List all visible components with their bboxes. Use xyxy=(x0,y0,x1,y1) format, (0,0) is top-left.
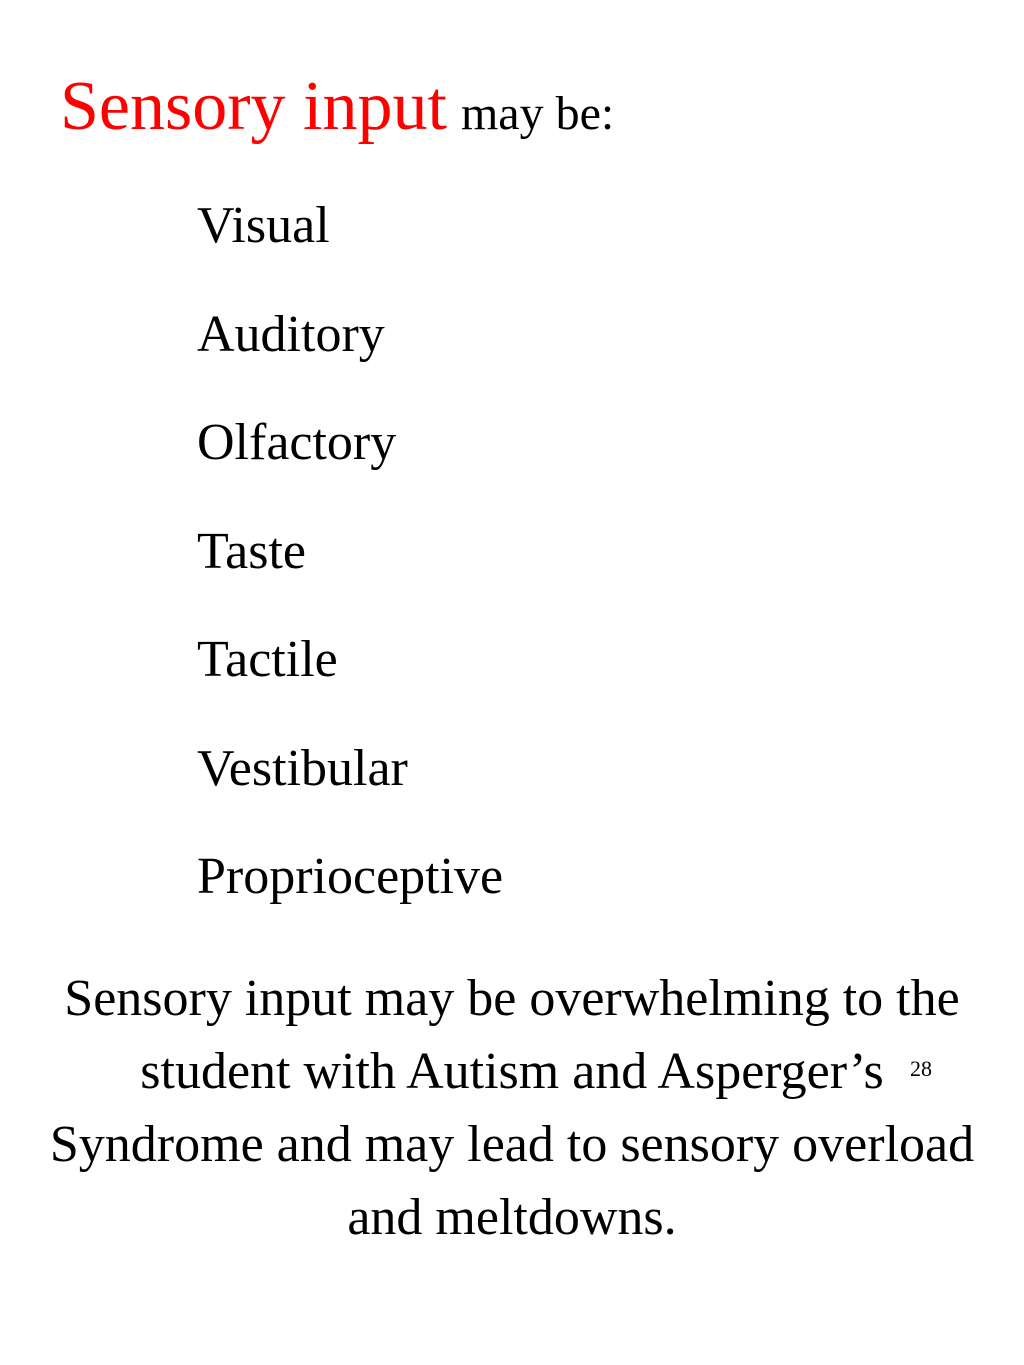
slide-title xyxy=(60,68,615,145)
page-number: 28 xyxy=(910,1056,932,1081)
summary-paragraph: Sensory input may be overwhelming to the student with Autism and Asperger’s Syndrome and may lead to sensory overload and meltdowns. xyxy=(49,970,975,1246)
list-item-taste: Taste xyxy=(197,522,306,580)
title-emphasis: Sensory input xyxy=(60,68,447,145)
sensory-input-list xyxy=(197,197,504,960)
list-item-visual: Visual xyxy=(197,197,330,254)
list-item-vestibular: Vestibular xyxy=(197,739,408,797)
list-item-olfactory: Olfactory xyxy=(197,414,397,471)
list-item-tactile: Tactile xyxy=(197,631,338,688)
title-rest: may be: xyxy=(460,87,615,140)
list-item-proprioceptive: Proprioceptive xyxy=(197,848,504,905)
list-item-auditory: Auditory xyxy=(197,305,385,363)
